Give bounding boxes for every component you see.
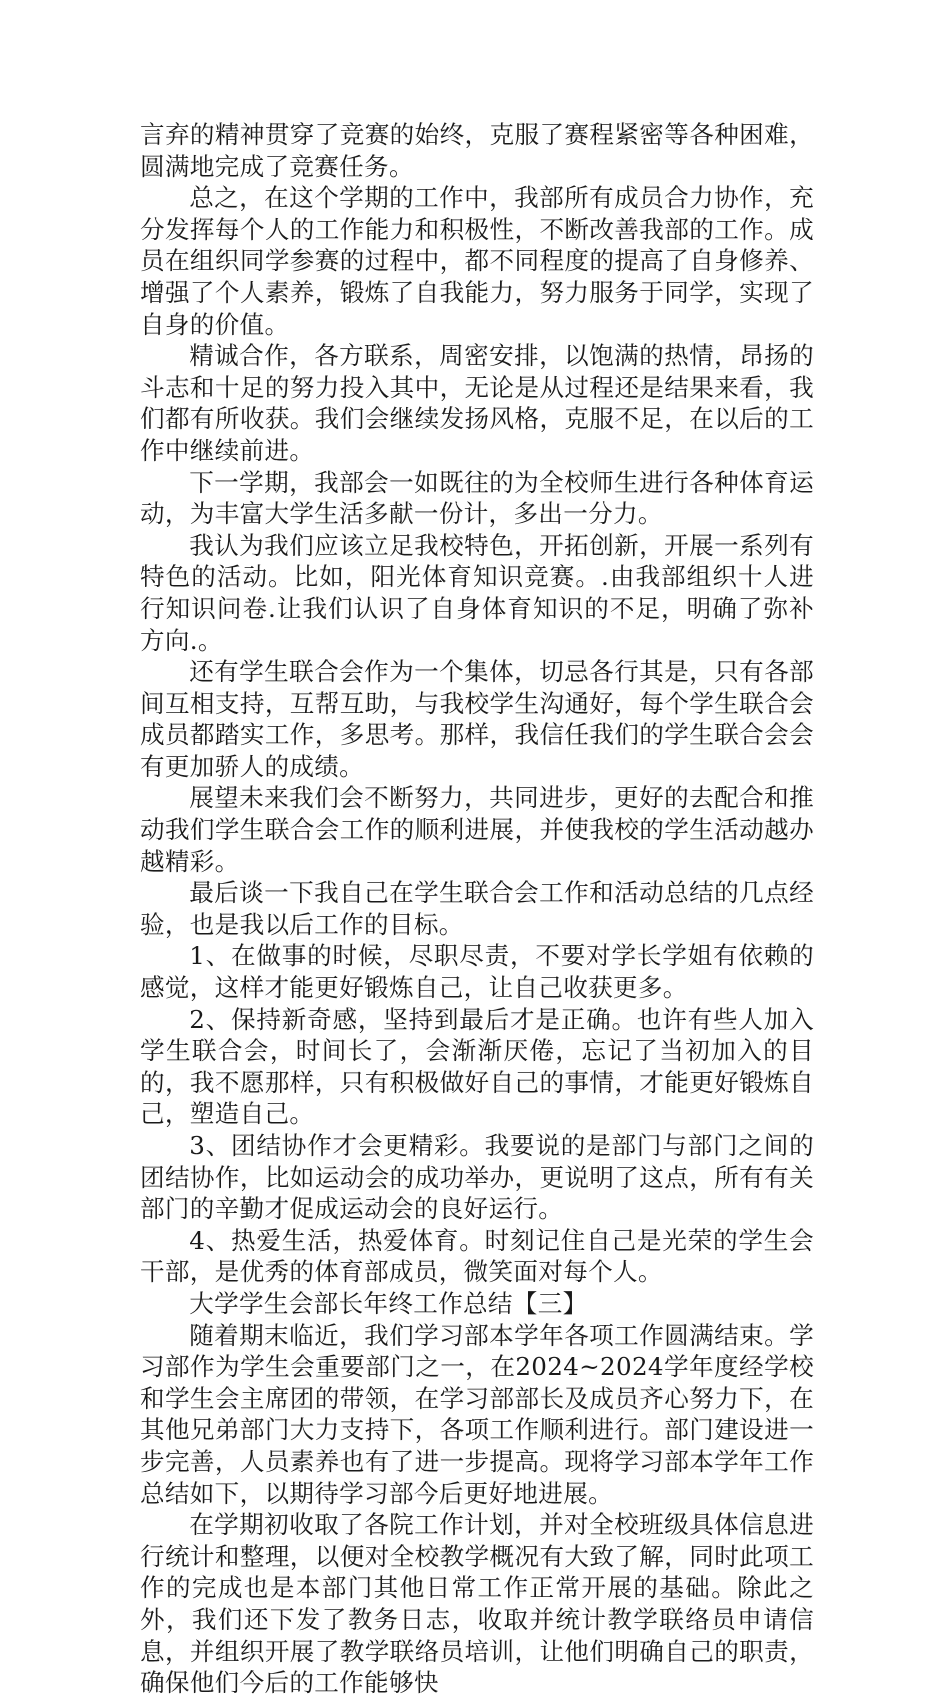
paragraph: 言弃的精神贯穿了竞赛的始终，克服了赛程紧密等各种困难，圆满地完成了竞赛任务。 (140, 120, 814, 181)
paragraph: 下一学期，我部会一如既往的为全校师生进行各种体育运动，为丰富大学生活多献一份计，多出一分力。 (140, 467, 814, 529)
list-item-2: 2、保持新奇感，坚持到最后才是正确。也许有些人加入学生联合会，时间长了，会渐渐厌倦，忘记了当初加入的目的，我不愿那样，只有积极做好自己的事情，才能更好锻炼自己，塑造自己。 (140, 1004, 814, 1129)
paragraph: 总之，在这个学期的工作中，我部所有成员合力协作，充分发挥每个人的工作能力和积极性，不断改善我部的工作。成员在组织同学参赛的过程中，都不同程度的提高了自身修养、增强了个人素养，锻炼了自我能力，努力服务于同学，实现了自身的价值。 (140, 183, 814, 339)
list-item-1: 1、在做事的时候，尽职尽责，不要对学长学姐有依赖的感觉，这样才能更好锻炼自己，让自己收获更多。 (140, 941, 814, 1003)
paragraph: 随着期末临近，我们学习部本学年各项工作圆满结束。学习部作为学生会重要部门之一，在2024~2024学年度经学校和学生会主席团的带领，在学习部部长及成员齐心努力下，在其他兄弟部门大力支持下，各项工作顺利进行。部门建设进一步完善，人员素养也有了进一步提高。现将学习部本学年工作总结如下，以期待学习部今后更好地进展。 (140, 1320, 814, 1508)
paragraph: 我认为我们应该立足我校特色，开拓创新，开展一系列有特色的活动。比如，阳光体育知识竞赛。.由我部组织十人进行知识问卷.让我们认识了自身体育知识的不足，明确了弥补方向.。 (140, 530, 814, 655)
paragraph: 在学期初收取了各院工作计划，并对全校班级具体信息进行统计和整理，以便对全校教学概况有大致了解，同时此项工作的完成也是本部门其他日常工作正常开展的基础。除此之外，我们还下发了教务日志，收取并统计教学联络员申请信息，并组织开展了教学联络员培训，让他们明确自己的职责，确保他们今后的工作能够快 (140, 1510, 814, 1698)
section-heading: 大学学生会部长年终工作总结【三】 (189, 1288, 588, 1318)
paragraph: 展望未来我们会不断努力，共同进步，更好的去配合和推动我们学生联合会工作的顺利进展，并使我校的学生活动越办越精彩。 (140, 783, 814, 876)
paragraph: 还有学生联合会作为一个集体，切忌各行其是，只有各部间互相支持，互帮互助，与我校学生沟通好，每个学生联合会成员都踏实工作，多思考。那样，我信任我们的学生联合会会有更加骄人的成绩。 (140, 657, 814, 781)
list-item-3: 3、团结协作才会更精彩。我要说的是部门与部门之间的团结协作，比如运动会的成功举办，更说明了这点，所有有关部门的辛勤才促成运动会的良好运行。 (140, 1131, 814, 1224)
paragraph: 精诚合作，各方联系，周密安排，以饱满的热情，昂扬的斗志和十足的努力投入其中，无论是从过程还是结果来看，我们都有所收获。我们会继续发扬风格，克服不足，在以后的工作中继续前进。 (140, 341, 814, 465)
list-item-4: 4、热爱生活，热爱体育。时刻记住自己是光荣的学生会干部，是优秀的体育部成员，微笑面对每个人。 (140, 1225, 814, 1287)
paragraph: 最后谈一下我自己在学生联合会工作和活动总结的几点经验，也是我以后工作的目标。 (140, 878, 814, 939)
document-body (140, 119, 814, 1699)
